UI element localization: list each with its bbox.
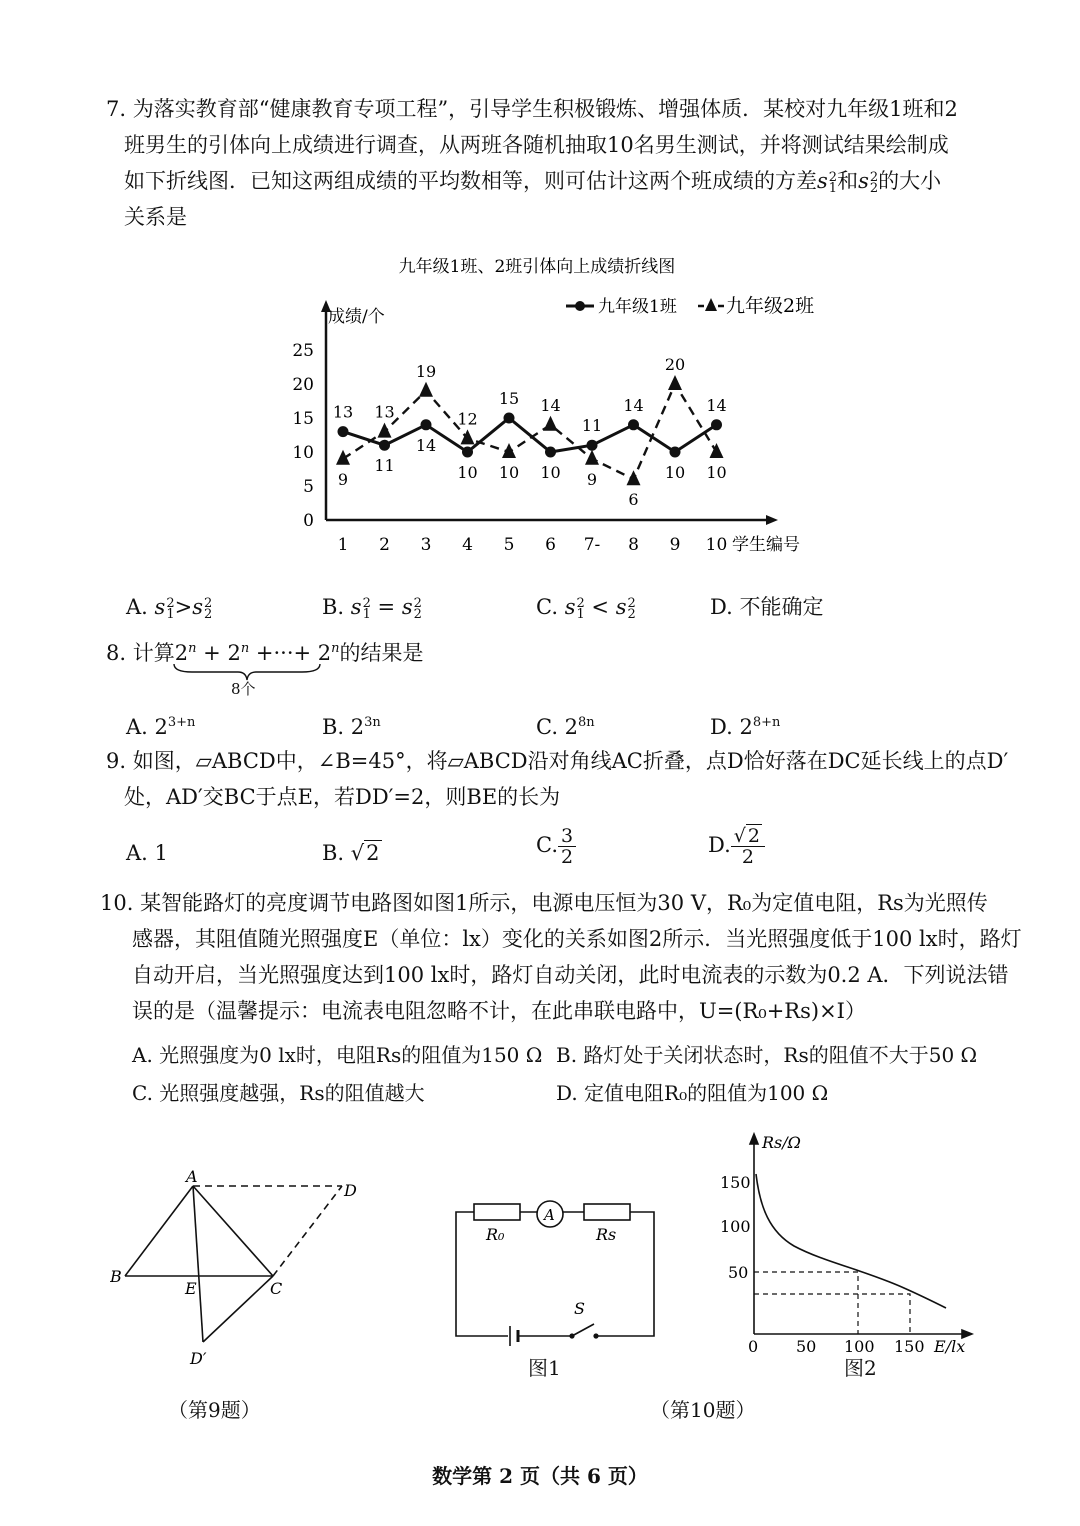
q7-line4: 关系是	[124, 205, 187, 229]
series-1-label-2: 11	[374, 456, 395, 476]
chart-series	[333, 355, 727, 509]
fig1-caption: 图1	[528, 1356, 561, 1380]
series-1-label-5: 15	[498, 389, 520, 408]
x-tick-1: 1	[337, 535, 349, 555]
legend-label-2: 九年级2班	[726, 295, 815, 317]
q10-curve-figure	[714, 1128, 974, 1358]
series-2-label-2: 13	[374, 402, 395, 422]
line-chart	[270, 250, 870, 560]
q9-option-b[interactable]: B. √2	[322, 841, 380, 865]
series-2-point-2	[378, 423, 392, 438]
q8-expression: 2$^n$ + 2$^n$ +···+ 2$^n$	[174, 641, 340, 665]
fig2-y150: 150	[720, 1173, 751, 1192]
series-1-point-10	[711, 419, 722, 430]
series-2-point-8	[627, 470, 641, 485]
series-2-label-8: 6	[628, 490, 639, 510]
label-e: E	[185, 1279, 197, 1298]
x-tick-4: 4	[462, 535, 473, 555]
legend-marker-1	[575, 301, 585, 311]
y-tick-20: 20	[292, 375, 314, 395]
q10-option-b[interactable]: B. 路灯处于关闭状态时，Rs的阻值不大于50 Ω	[556, 1043, 978, 1067]
series-2-label-10: 10	[706, 463, 727, 482]
q8-option-a[interactable]: A. $2^{3+n}$	[126, 715, 196, 739]
x-tick-3: 3	[420, 535, 432, 555]
fig2-ylabel: Rs/Ω	[762, 1133, 801, 1152]
q8-option-c[interactable]: C. $2^{8n}$	[536, 715, 595, 739]
series-1-point-7	[587, 440, 598, 451]
chart-title: 九年级1班、2班引体向上成绩折线图	[398, 257, 676, 277]
fig2-xlabel: E/lx	[934, 1337, 966, 1356]
q10-caption: （第10题）	[650, 1398, 756, 1422]
series-1-point-4	[462, 447, 473, 458]
page-footer: 数学第 2 页（共 6 页）	[432, 1464, 648, 1488]
fig2-caption: 图2	[844, 1356, 877, 1380]
q10-line4: 误的是（温馨提示：电流表电阻忽略不计，在此串联电路中，U=(R₀+Rs)×I）	[132, 999, 866, 1023]
x-tick-5: 5	[503, 535, 515, 555]
y-tick-25: 25	[292, 341, 314, 361]
x-tick-8: 8	[628, 535, 639, 555]
series-1-point-2	[379, 440, 390, 451]
series-1-label-4: 10	[457, 463, 478, 482]
label-a: A	[186, 1170, 198, 1186]
series-2-point-1	[336, 450, 350, 465]
q8-option-b[interactable]: B. $2^{3n}$	[322, 715, 381, 739]
fig2-x150: 150	[894, 1337, 925, 1356]
label-d: D	[344, 1181, 357, 1200]
series-1-label-9: 10	[664, 463, 686, 482]
chart-legend	[566, 295, 814, 317]
series-1-point-1	[338, 426, 349, 437]
q9-option-d[interactable]: D. $\frac{√ 2}{2}$	[708, 826, 765, 867]
q10-option-d[interactable]: D. 定值电阻R₀的阻值为100 Ω	[556, 1081, 829, 1105]
q9-option-a[interactable]: A. 1	[126, 841, 168, 865]
q9-figure	[110, 1170, 370, 1370]
fig2-y100: 100	[720, 1217, 751, 1236]
series-1-label-10: 14	[706, 395, 727, 415]
q10-circuit-figure	[448, 1190, 688, 1370]
legend-marker-2	[705, 298, 717, 311]
switch-label: S	[574, 1299, 585, 1318]
fig2-x100: 100	[844, 1337, 875, 1356]
x-tick-9: 9	[669, 535, 681, 555]
segment-ac	[193, 1186, 273, 1276]
x-tick-7: 7-	[583, 535, 601, 555]
label-c: C	[270, 1279, 283, 1298]
series-2-point-7	[585, 450, 599, 465]
q9-caption: （第9题）	[168, 1398, 261, 1422]
label-b: B	[110, 1267, 122, 1286]
y-tick-10: 10	[292, 443, 314, 463]
fig2-y50: 50	[728, 1263, 749, 1282]
rs-curve	[756, 1174, 946, 1308]
rs-label: Rs	[596, 1225, 617, 1244]
segment-ad-prime	[193, 1186, 203, 1342]
q10-option-c[interactable]: C. 光照强度越强，Rs的阻值越大	[132, 1081, 425, 1105]
q10-line1: 10. 某智能路灯的亮度调节电路图如图1所示，电源电压恒为30 V，R₀为定值电阻，Rs为光照传	[100, 891, 988, 915]
chart-xlabel: 学生编号	[732, 535, 800, 555]
series-2-point-4	[461, 429, 475, 444]
series-2-label-4: 12	[457, 409, 478, 429]
series-1-label-3: 14	[415, 435, 437, 455]
series-1-label-6: 10	[540, 463, 561, 482]
label-d-prime: D′	[190, 1349, 207, 1368]
series-1-point-5	[504, 413, 515, 424]
y-tick-15: 15	[292, 409, 314, 429]
q9-option-c[interactable]: C. $\frac{3}{2}$	[536, 826, 576, 867]
series-1-label-7: 11	[581, 416, 603, 436]
x-axis-arrow	[766, 515, 778, 525]
q8-brace-label: 8个	[231, 680, 256, 698]
q7-option-d[interactable]: D. 不能确定	[710, 595, 824, 619]
resistor-rs	[584, 1204, 630, 1220]
q7-line1: 7. 为落实教育部“健康教育专项工程”，引导学生积极锻炼、增强体质．某校对九年级1班和2	[106, 97, 958, 121]
q8-line: 8. 计算2$^n$ + 2$^n$ +···+ 2$^n$的结果是	[106, 634, 424, 668]
q9-line2: 处，AD′交BC于点E，若DD′=2，则BE的长为	[124, 785, 561, 809]
segment-c-dprime	[203, 1276, 273, 1342]
r0-label: R₀	[486, 1225, 505, 1244]
q8-option-d[interactable]: D. $2^{8+n}$	[710, 715, 781, 739]
x-tick-10: 10	[705, 535, 728, 555]
y-tick-0: 0	[303, 511, 314, 531]
series-2-point-10	[710, 443, 724, 458]
series-2-point-5	[502, 443, 516, 458]
fig2-x0: 0	[748, 1337, 759, 1356]
chart-ylabel: 成绩/个	[328, 307, 385, 327]
legend-label-1: 九年级1班	[598, 297, 677, 317]
switch-blade	[572, 1324, 594, 1336]
segment-cd	[273, 1186, 342, 1276]
q10-line3: 自动开启，当光照强度达到100 lx时，路灯自动关闭，此时电流表的示数为0.2 A．下列说法错	[132, 963, 1009, 987]
series-2-label-5: 10	[498, 463, 520, 482]
series-1-point-3	[421, 419, 432, 430]
ammeter-label: A	[544, 1206, 555, 1224]
series-1-point-8	[628, 419, 639, 430]
series-2-point-3	[419, 382, 433, 397]
series-2-label-9: 20	[664, 355, 686, 374]
x-tick-2: 2	[379, 535, 390, 555]
series-1-label-1: 13	[332, 402, 354, 422]
q7-option-a[interactable]: A. s2 1>s2 2	[126, 595, 213, 622]
q7-line2: 班男生的引体向上成绩进行调查，从两班各随机抽取10名男生测试，并将测试结果绘制成	[124, 133, 949, 157]
series-2-label-6: 14	[540, 395, 561, 415]
series-1-point-6	[545, 447, 556, 458]
x-tick-6: 6	[545, 535, 556, 555]
series-2-label-7: 9	[586, 469, 598, 489]
q7-option-c[interactable]: C. s2 1 < s2 2	[536, 595, 636, 622]
segment-ab	[125, 1186, 193, 1276]
q7-line3: 如下折线图．已知这两组成绩的平均数相等，则可估计这两个班成绩的方差s2 1和s2 2的大小	[124, 169, 942, 196]
series-2-label-1: 9	[337, 469, 349, 489]
q10-line2: 感器，其阻值随光照强度E（单位：lx）变化的关系如图2所示．当光照强度低于100 lx时，路灯	[132, 927, 1022, 951]
q7-line3a: 如下折线图．已知这两组成绩的平均数相等，则可估计这两个班成绩的方差	[124, 169, 817, 193]
series-1-point-9	[670, 447, 681, 458]
q10-option-a[interactable]: A. 光照强度为0 lx时，电阻Rs的阻值为150 Ω	[132, 1043, 543, 1067]
series-line-2	[343, 384, 717, 479]
q7-option-b[interactable]: B. s2 1 = s2 2	[322, 595, 422, 622]
series-1-label-8: 14	[623, 395, 644, 415]
fig2-x50: 50	[796, 1337, 817, 1356]
y-tick-5: 5	[303, 477, 314, 497]
q9-line1: 9. 如图，▱ABCD中，∠B=45°，将▱ABCD沿对角线AC折叠，点D恰好落在DC延长线上的点D′	[106, 749, 1009, 773]
series-2-point-9	[668, 375, 682, 390]
series-2-point-6	[544, 416, 558, 431]
series-2-label-3: 19	[415, 361, 437, 381]
series-line-1	[343, 418, 717, 452]
resistor-r0	[474, 1204, 520, 1220]
